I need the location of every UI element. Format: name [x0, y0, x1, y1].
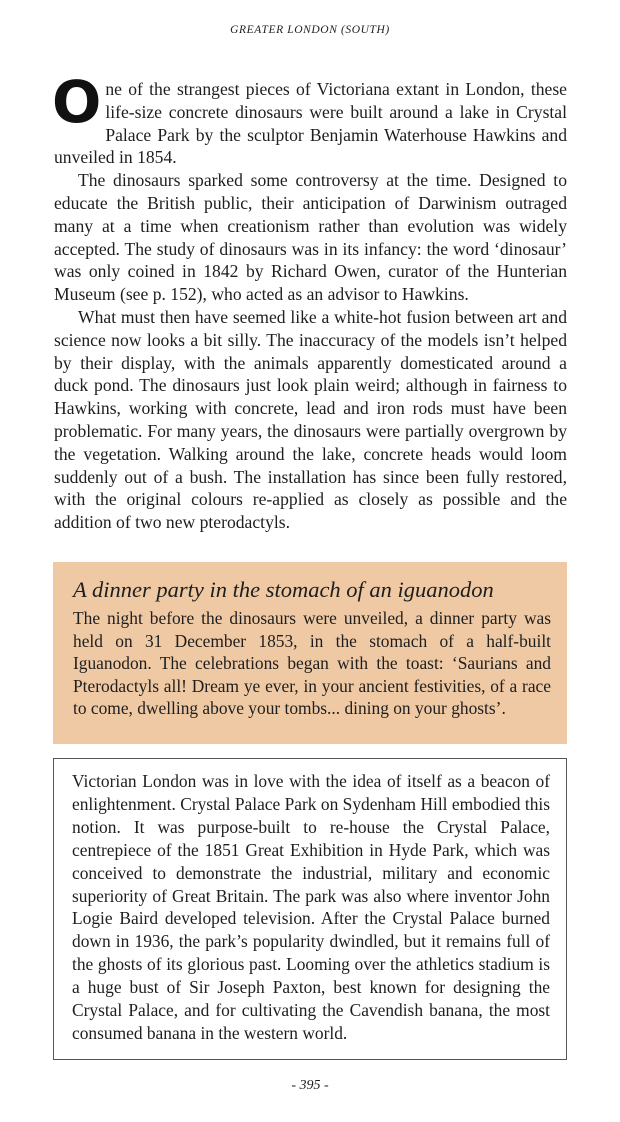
sidebar-title: A dinner party in the stomach of an iguanodon [73, 577, 494, 602]
note-box [53, 758, 567, 1060]
article-paragraph-2: The dinosaurs sparked some controversy at the time. Designed to educate the British public, their anticipation of Darwinism outraged many at a time when creationism rather than evolution was widely accepted. The study of dinosaurs was in its infancy: the word ‘dinosaur’ was only coined in 1842 by Richard Owen, curator of the Hunterian Museum (see p. 152), who acted as an advisor to Hawkins. [54, 170, 567, 305]
article-body [52, 68, 567, 534]
page-number: - 395 - [291, 1078, 329, 1093]
sidebar-box [53, 562, 567, 744]
running-head: GREATER LONDON (SOUTH) [230, 24, 390, 36]
note-body: Victorian London was in love with the idea of itself as a beacon of enlightenment. Crystal Palace Park on Sydenham Hill embodied this notion. It was purpose-built to re-house the Crystal Palace, centrepiece of the 1851 Great Exhibition in Hyde Park, which was conceived to demonstrate the industrial, military and economic superiority of Great Britain. The park was also where inventor John Logie Baird developed television. After the Crystal Palace burned down in 1936, the park’s popularity dwindled, but it remains full of the ghosts of its glorious past. Looming over the athletics stadium is a huge bust of Sir Joseph Paxton, best known for designing the Crystal Palace, and for cultivating the Cavendish banana, the most consumed banana in the western world. [72, 771, 550, 1043]
sidebar-body: The night before the dinosaurs were unveiled, a dinner party was held on 31 December 1853, in the stomach of a half-built Iguanodon. The celebrations began with the toast: ‘Saurians and Pterodactyls all! Dream ye ever, in your ancient festivities, of a race to come, dwelling above your tombs... dining on your ghosts’. [73, 608, 551, 719]
drop-cap: O [52, 68, 102, 136]
article-paragraph-1 [52, 68, 567, 169]
paragraph-1-text: ne of the strangest pieces of Victoriana extant in London, these life-size concrete dinosaurs were built around a lake in Crystal Palace Park by the sculptor Benjamin Waterhouse Hawkins and unveiled in 1854. [54, 79, 567, 168]
article-paragraph-3: What must then have seemed like a white-hot fusion between art and science now looks a bit silly. The inaccuracy of the models isn’t helped by their display, with the animals apparently domesticated around a duck pond. The dinosaurs just look plain weird; although in fairness to Hawkins, working with concrete, lead and iron rods must have been problematic. For many years, the dinosaurs were partially overgrown by the vegetation. Walking around the lake, concrete heads would loom suddenly out of a bush. The installation has since been fully restored, with the original colours re-applied as closely as possible and the addition of two new pterodactyls. [54, 306, 567, 533]
